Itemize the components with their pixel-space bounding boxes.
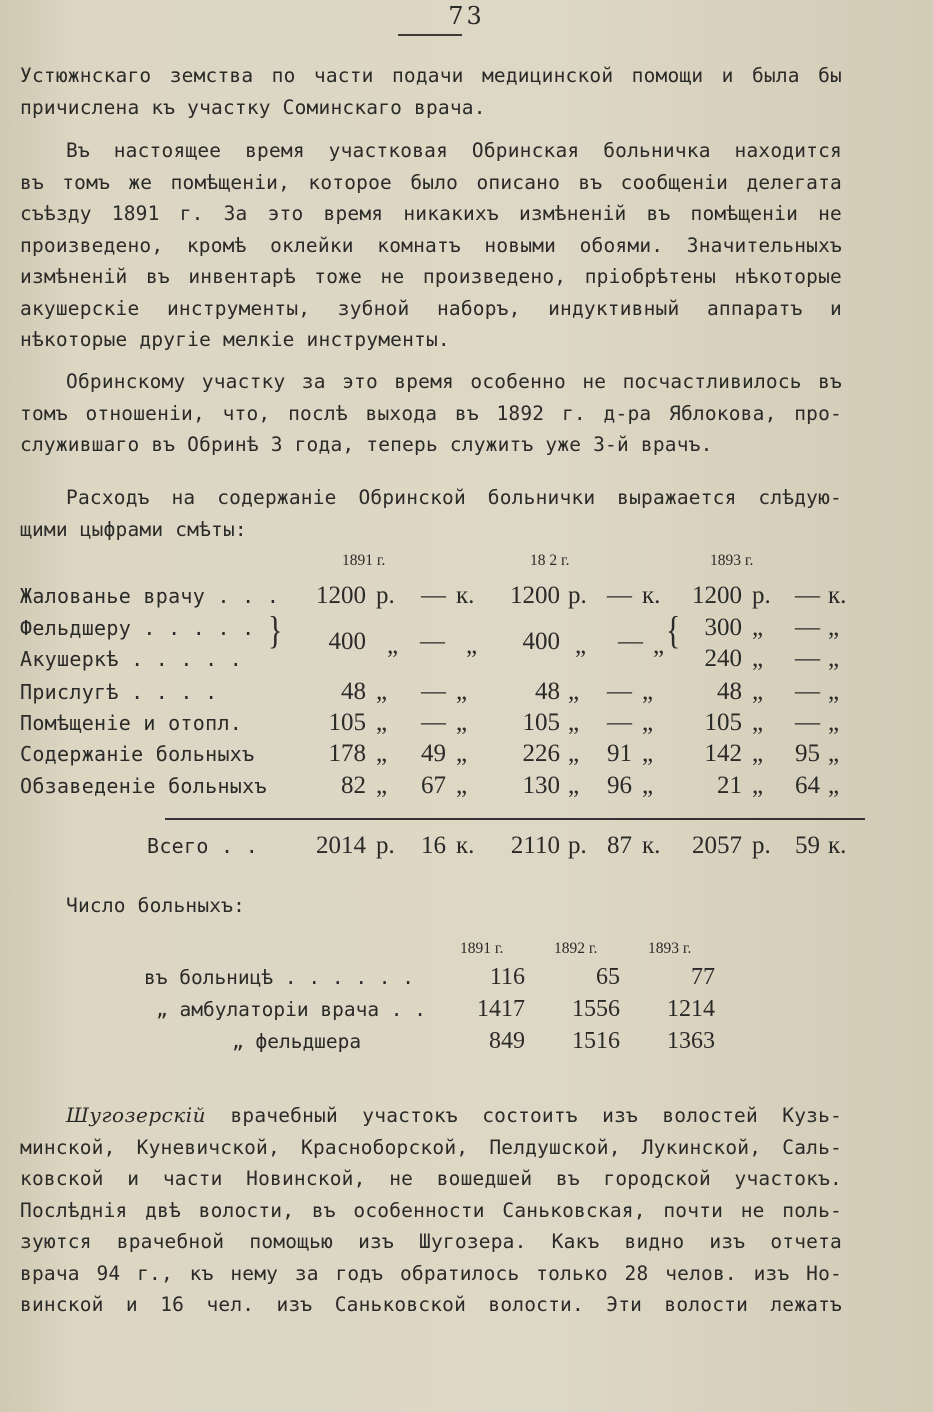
expense-kop: — <box>795 678 820 705</box>
expense-value: 21 <box>717 772 742 799</box>
year-header: 1892 г. <box>554 940 598 957</box>
combined-value: 400 <box>328 628 366 655</box>
text-line: Въ настоящее время участковая Обринская больничка находится <box>66 139 842 162</box>
paragraph-3 <box>20 366 842 461</box>
total-unit: к. <box>828 832 847 859</box>
paragraph-1 <box>20 60 842 123</box>
expense-unit: „ <box>642 772 654 799</box>
expense-unit: р. <box>376 582 395 609</box>
expense-kop: 91 <box>607 740 632 767</box>
total-value: 2110 <box>510 832 560 859</box>
expense-label: Помѣщеніе и отопл. <box>20 711 243 735</box>
text-line: Обринскому участку за это время особенно не посчастливилось въ <box>66 370 842 393</box>
expense-unit: к. <box>642 582 661 609</box>
expense-kop: — <box>795 614 820 641</box>
expense-unit: „ <box>376 740 388 767</box>
text-line: акушерскіе инструменты, зубной наборъ, индуктивный аппаратъ и <box>20 296 842 320</box>
district-name: Шугозерскій <box>66 1103 207 1127</box>
expense-unit: „ <box>642 740 654 767</box>
text-line: Расходъ на содержаніе Обринской больнички выражается слѣдую- <box>66 486 842 509</box>
text-line: Устюжнскаго земства по части подачи медицинской помощи и была бы <box>20 64 842 87</box>
year-header: 1891 г. <box>342 552 386 569</box>
paragraph-5 <box>20 890 842 922</box>
patient-count: 65 <box>596 964 620 990</box>
expense-value: 1200 <box>510 582 560 609</box>
expense-unit: „ <box>456 709 468 736</box>
year-header: 1893 г. <box>710 552 754 569</box>
expense-kop: — <box>607 582 632 609</box>
patient-count: 1516 <box>572 1028 620 1054</box>
expense-unit: „ <box>828 740 840 767</box>
text-line: винской и 16 чел. изъ Саньковской волости. Эти волости лежатъ <box>20 1293 842 1316</box>
text-line: служившаго въ Обринѣ 3 года, теперь служитъ уже 3-й врачъ. <box>20 433 713 456</box>
expense-label: Содержаніе больныхъ <box>20 742 255 766</box>
expense-row <box>20 582 845 614</box>
expense-unit: „ <box>456 772 468 799</box>
expense-unit: „ <box>752 772 764 799</box>
patient-count: 116 <box>489 964 525 990</box>
expense-value: 142 <box>704 740 742 767</box>
patient-count: 1417 <box>477 996 525 1022</box>
expense-value: 48 <box>717 678 742 705</box>
expense-row <box>20 709 845 741</box>
year-header: 18 2 г. <box>530 552 570 569</box>
expense-unit: „ <box>568 772 580 799</box>
expense-row <box>20 678 845 710</box>
expense-unit: к. <box>828 582 847 609</box>
expense-value: 240 <box>704 645 742 672</box>
expense-unit: „ <box>456 740 468 767</box>
text-line <box>20 1100 842 1132</box>
total-unit: р. <box>376 832 395 859</box>
expense-kop: 64 <box>795 772 820 799</box>
expense-value: 48 <box>535 678 560 705</box>
combined-unit: „ <box>575 632 587 659</box>
text-line: зуются врачебной помощью изъ Шугозера. Какъ видно изъ отчета <box>20 1230 842 1253</box>
patient-count: 849 <box>489 1028 525 1054</box>
patient-count: 77 <box>691 964 715 990</box>
expense-kop: 95 <box>795 740 820 767</box>
expense-kop: 67 <box>421 772 446 799</box>
brace-glyph: } <box>268 609 283 653</box>
expense-kop: — <box>421 582 446 609</box>
patient-row <box>20 996 840 1028</box>
expense-unit: „ <box>828 772 840 799</box>
expense-value: 226 <box>522 740 560 767</box>
expense-unit: „ <box>828 709 840 736</box>
expense-unit: „ <box>752 709 764 736</box>
expense-kop: 49 <box>421 740 446 767</box>
text-line: съѣзду 1891 г. За это время никакихъ измѣненій въ помѣщеніи не <box>20 202 842 225</box>
total-kop: 87 <box>607 832 632 859</box>
patient-label: „ амбулаторіи врача . . <box>156 998 427 1021</box>
expense-kop: — <box>795 582 820 609</box>
expense-unit: „ <box>376 709 388 736</box>
patient-count: 1556 <box>572 996 620 1022</box>
patient-row <box>20 964 840 996</box>
expense-value: 178 <box>328 740 366 767</box>
total-kop: 59 <box>795 832 820 859</box>
text-line: причислена къ участку Соминскаго врача. <box>20 95 486 119</box>
expense-unit: „ <box>828 614 840 641</box>
total-value: 2014 <box>316 832 366 859</box>
expense-value: 82 <box>341 772 366 799</box>
expense-unit: „ <box>752 614 764 641</box>
patient-count: 1214 <box>667 996 715 1022</box>
expense-row <box>20 740 845 772</box>
total-unit: р. <box>752 832 771 859</box>
patient-label: въ больницѣ . . . . . . <box>144 966 415 989</box>
expense-kop: — <box>607 709 632 736</box>
expense-unit: „ <box>828 678 840 705</box>
expense-kop: 96 <box>607 772 632 799</box>
text-line: ковской и части Новинской, не вошедшей въ городской участокъ. <box>20 1167 842 1190</box>
expense-label: Акушеркѣ . . . . . <box>20 647 243 671</box>
year-header: 1893 г. <box>648 940 692 957</box>
expense-value: 1200 <box>692 582 742 609</box>
expense-unit: „ <box>568 709 580 736</box>
text-line: нѣкоторые другіе мелкіе инструменты. <box>20 328 450 351</box>
expense-label: Жалованье врачу . . . <box>20 584 280 608</box>
total-unit: р. <box>568 832 587 859</box>
expense-unit: „ <box>642 709 654 736</box>
paragraph-4 <box>20 482 842 545</box>
expense-unit: к. <box>456 582 475 609</box>
expense-kop: — <box>421 709 446 736</box>
expense-row <box>20 772 845 804</box>
text-line: щими цыфрами смѣты: <box>20 517 247 541</box>
total-unit: к. <box>456 832 475 859</box>
expense-unit: „ <box>568 678 580 705</box>
expense-kop: — <box>795 645 820 672</box>
expense-value: 300 <box>704 614 742 641</box>
text-fragment: врачебный участокъ состоитъ изъ волостей Кузь- <box>230 1104 842 1127</box>
expense-unit: „ <box>376 772 388 799</box>
expense-value: 48 <box>341 678 366 705</box>
patient-row <box>20 1028 840 1060</box>
expense-kop: — <box>421 678 446 705</box>
combined-unit: „ <box>387 632 399 659</box>
patient-count: 1363 <box>667 1028 715 1054</box>
expense-unit: „ <box>456 678 468 705</box>
expense-unit: р. <box>568 582 587 609</box>
expense-unit: „ <box>568 740 580 767</box>
year-header: 1891 г. <box>460 940 504 957</box>
expense-unit: р. <box>752 582 771 609</box>
text-line: томъ отношеніи, что, послѣ выхода въ 1892 г. д-ра Яблокова, про- <box>20 401 842 425</box>
expense-label: Прислугѣ . . . . <box>20 680 218 704</box>
expense-value: 105 <box>704 709 742 736</box>
combined-value: 400 <box>522 628 560 655</box>
expense-unit: „ <box>752 740 764 767</box>
expense-label: Обзаведеніе больныхъ <box>20 774 267 798</box>
combined-kop: — <box>618 628 643 655</box>
expense-unit: „ <box>376 678 388 705</box>
expense-unit: „ <box>752 678 764 705</box>
total-unit: к. <box>642 832 661 859</box>
expense-value: 105 <box>522 709 560 736</box>
combined-unit: „ <box>653 632 665 659</box>
expense-kop: — <box>795 709 820 736</box>
expense-unit: „ <box>642 678 654 705</box>
paragraph-2 <box>20 135 842 356</box>
expense-value: 105 <box>328 709 366 736</box>
text-line: Послѣднія двѣ волости, въ особенности Саньковская, почти не поль- <box>20 1198 842 1222</box>
expense-unit: „ <box>752 645 764 672</box>
expense-unit: „ <box>828 645 840 672</box>
text-line: Число больныхъ: <box>66 894 246 917</box>
text-line: произведено, кромѣ оклейки комнатъ новыми обоями. Значительныхъ <box>20 233 842 257</box>
patient-label: „ фельдшера <box>232 1030 362 1053</box>
page-number-underline <box>398 34 462 36</box>
paragraph-6 <box>20 1100 842 1321</box>
text-line: минской, Куневичской, Краснoборской, Пелдушской, Лукинской, Саль- <box>20 1135 842 1159</box>
text-line: врача 94 г., къ нему за годъ обратилось только 28 челов. изъ Но- <box>20 1261 842 1285</box>
total-value: 2057 <box>692 832 742 859</box>
text-line: въ томъ же помѣщеніи, которое было описано въ сообщеніи делегата <box>20 170 842 194</box>
text-line: измѣненій въ инвентарѣ тоже не произведено, пріобрѣтены нѣкоторые <box>20 265 842 288</box>
brace-glyph: { <box>666 609 681 653</box>
expense-value: 130 <box>522 772 560 799</box>
total-row <box>20 832 845 864</box>
combined-kop: — <box>420 628 445 655</box>
expense-value: 1200 <box>316 582 366 609</box>
total-label: Всего . . <box>147 834 259 858</box>
expense-kop: — <box>607 678 632 705</box>
expense-label: Фельдшеру . . . . . <box>20 616 255 640</box>
page-number: 73 <box>448 2 485 30</box>
combined-unit: „ <box>466 632 478 659</box>
total-kop: 16 <box>421 832 446 859</box>
total-rule <box>165 818 865 820</box>
